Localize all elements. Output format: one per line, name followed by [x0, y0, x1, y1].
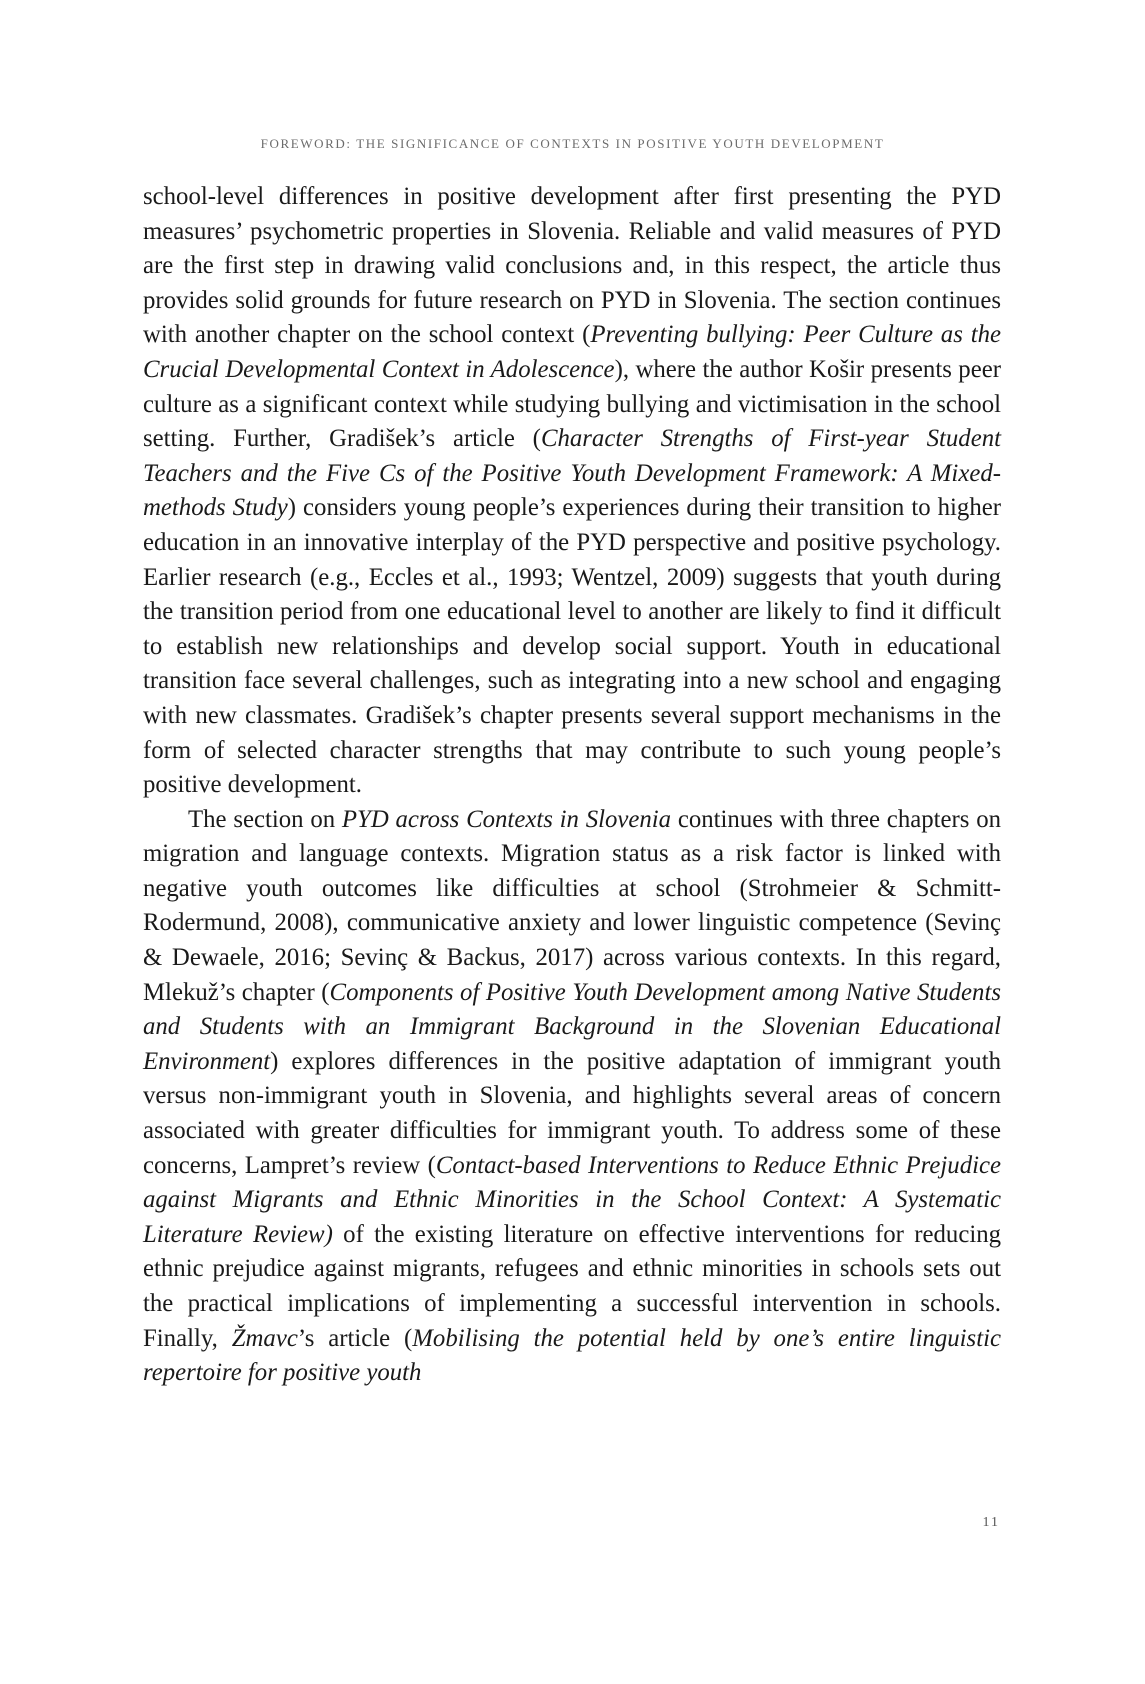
- page-number: 11: [982, 1515, 1000, 1530]
- body-text: [143, 180, 1001, 1391]
- text-run: ’s article (: [297, 1324, 413, 1352]
- text-run: school-level differences in positive development after first presenting the PYD measures’ psychometric properties in Slovenia. Reliable and valid measures of PYD are the first step in drawing valid conclusions and, in this respect, the article thus provides solid grounds for future research on PYD in Slovenia. The section continues with another chapter on the school context (: [143, 183, 1001, 349]
- text-run: of the existing literature on effective interventions for reducing ethnic prejudice against migrants, refugees and ethnic minorities in schools sets out the practical implications of implementing a successful intervention in schools. Finally,: [143, 1220, 1002, 1352]
- text-run: continues with three chapters on migration and language contexts. Migration status as a risk factor is linked with negative youth outcomes like difficulties at school (Strohmeier & Schmitt-Rodermund, 2008), communicative anxiety and lower linguistic competence (Sevinç & Dewaele, 2016; Sevinç & Backus, 2017) across various contexts. In this regard, Mlekuž’s chapter (: [143, 805, 1001, 1006]
- text-run: ) explores differences in the positive adaptation of immigrant youth versus non-immigrant youth in Slovenia, and highlights several areas of concern associated with greater difficulties for immigrant youth. To address some of these concerns, Lampret’s review (: [143, 1047, 1001, 1179]
- italic-title-run: Contact-based Interventions to Reduce Ethnic Prejudice against Migrants and Ethnic Minorities in the School Context: A Systematic Literature Review): [143, 1151, 1001, 1248]
- text-run: ), where the author Košir presents peer culture as a significant context while studying bullying and victimisation in the school setting. Further, Gradišek’s article (: [143, 355, 1001, 453]
- paragraph-2: [143, 803, 1001, 1391]
- text-run: ) considers young people’s experiences during their transition to higher education in an innovative interplay of the PYD perspective and positive psychology. Earlier research (e.g., Eccles et al., 1993; Wentzel, 2009) suggests that youth during the transition period from one educational level to another are likely to find it difficult to establish new relationships and develop social support. Youth in educational transition face several challenges, such as integrating into a new school and engaging with new classmates. Gradišek’s chapter presents several support mechanisms in the form of selected character strengths that may contribute to such young people’s positive development.: [143, 494, 1001, 799]
- italic-title-run: Preventing bullying: Peer Culture as the Crucial Developmental Context in Adolescence: [143, 321, 1001, 383]
- italic-title-run: Mobilising the potential held by one’s entire linguistic repertoire for positive youth: [143, 1324, 1001, 1387]
- text-run: The section on: [188, 805, 342, 833]
- italic-title-run: PYD across Contexts in Slovenia: [341, 805, 672, 833]
- running-head: FOREWORD: THE SIGNIFICANCE OF CONTEXTS IN POSITIVE YOUTH DEVELOPMENT: [260, 136, 885, 151]
- paragraph-1: [143, 180, 1001, 803]
- italic-title-run: Components of Positive Youth Development among Native Students and Students with an Immigrant Background in the Slovenian Educational Environment: [143, 978, 1001, 1075]
- italic-title-run: Character Strengths of First-year Student Teachers and the Five Cs of the Positive Youth Development Framework: A Mixed-methods Study: [143, 425, 1001, 522]
- italic-title-run: Žmavc: [231, 1324, 298, 1352]
